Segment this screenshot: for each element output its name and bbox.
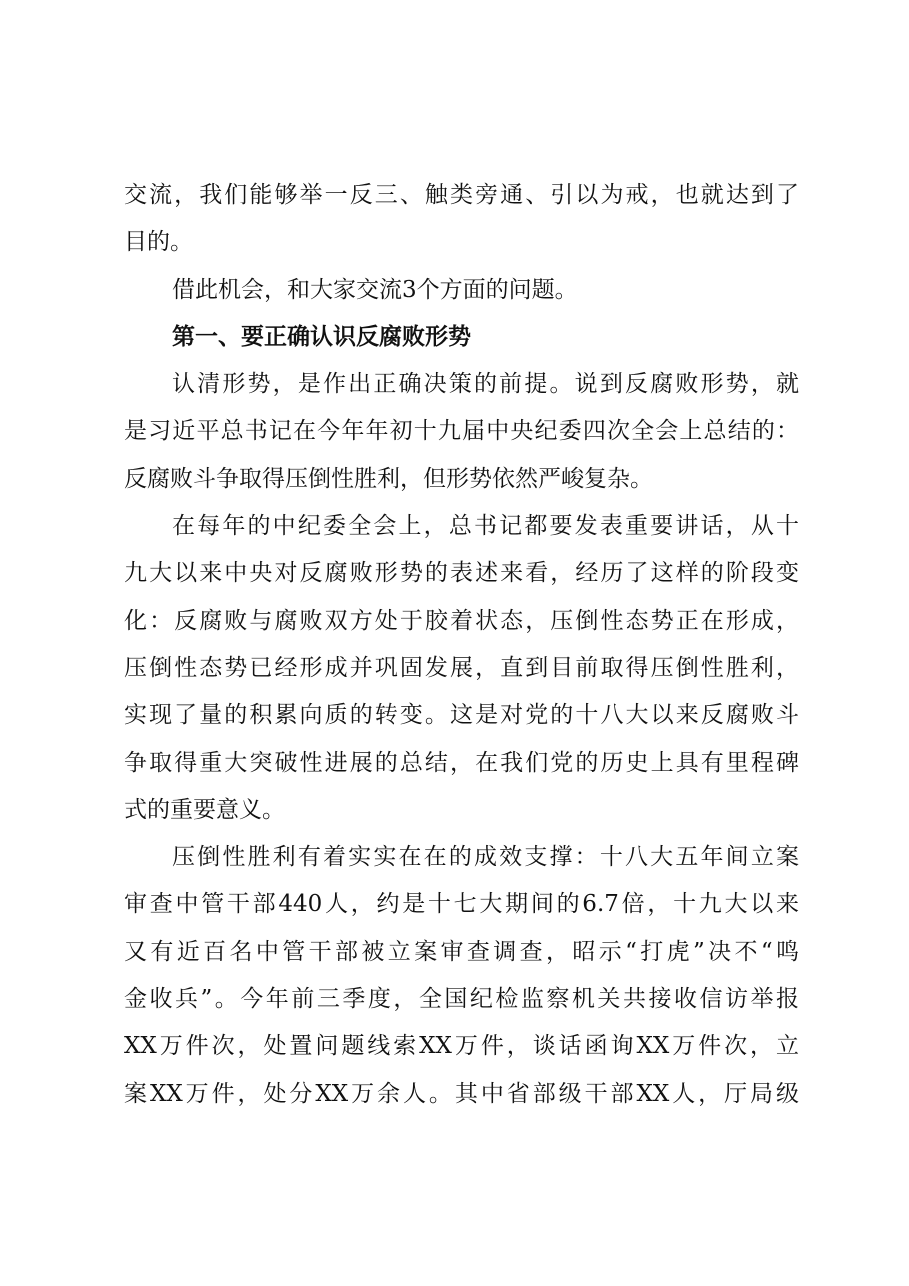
text-line: 实现了量的积累向质的转变。这是对党的十八大以来反腐败斗 xyxy=(124,702,799,729)
text-line: 金收兵”。今年前三季度，全国纪检监察机关共接收信访举报 xyxy=(124,986,799,1013)
section-heading: 第一、要正确认识反腐败形势 xyxy=(172,323,471,350)
document-body xyxy=(124,172,799,1118)
text-line: 目的。 xyxy=(124,229,193,256)
text-line: 式的重要意义。 xyxy=(124,796,285,823)
text-line: 九大以来中央对反腐败形势的表述来看，经历了这样的阶段变 xyxy=(124,560,799,587)
text-line: 认清形势，是作出正确决策的前提。说到反腐败形势，就 xyxy=(172,371,799,398)
text-line: 争取得重大突破性进展的总结，在我们党的历史上具有里程碑 xyxy=(124,749,799,776)
text-line: 在每年的中纪委全会上，总书记都要发表重要讲话，从十 xyxy=(172,513,799,540)
text-line: 案XX万件，处分XX万余人。其中省部级干部XX人，厅局级 xyxy=(124,1080,799,1107)
text-line: 压倒性态势已经形成并巩固发展，直到目前取得压倒性胜利， xyxy=(124,654,799,681)
text-line: 化：反腐败与腐败双方处于胶着状态，压倒性态势正在形成， xyxy=(124,607,799,634)
text-line: 借此机会，和大家交流3个方面的问题。 xyxy=(172,276,578,303)
text-line: 交流，我们能够举一反三、触类旁通、引以为戒，也就达到了 xyxy=(124,182,799,208)
text-line: 是习近平总书记在今年年初十九届中央纪委四次全会上总结的： xyxy=(124,418,799,445)
text-line: 压倒性胜利有着实实在在的成效支撑：十八大五年间立案 xyxy=(172,844,799,871)
text-line: 又有近百名中管干部被立案审查调查，昭示“打虎”决不“鸣 xyxy=(124,938,799,965)
text-line: 反腐败斗争取得压倒性胜利，但形势依然严峻复杂。 xyxy=(124,465,653,492)
text-line: XX万件次，处置问题线索XX万件，谈话函询XX万件次，立 xyxy=(124,1033,799,1060)
text-line: 审查中管干部440人，约是十七大期间的6.7倍，十九大以来 xyxy=(124,891,799,918)
